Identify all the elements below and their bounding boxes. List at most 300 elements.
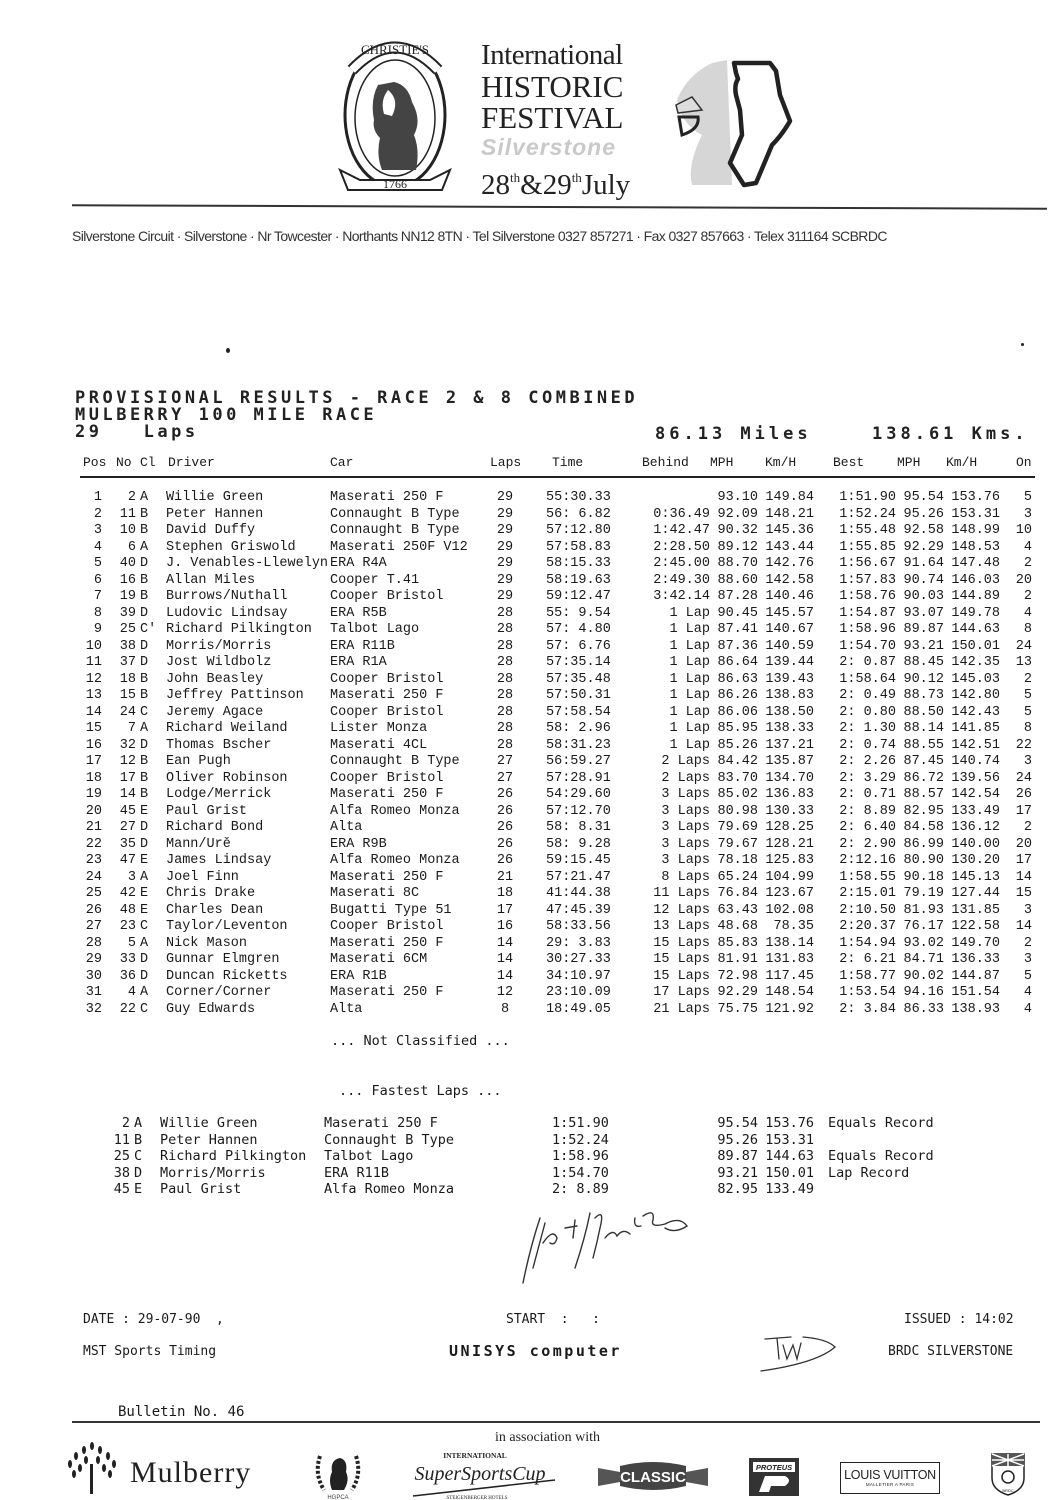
cell-no: 11 — [119, 506, 136, 522]
cell-best-mph: 88.45 — [903, 655, 944, 670]
fastest-cell-no: 25 — [113, 1148, 130, 1165]
cell-on: 2 — [1023, 556, 1032, 571]
cell-on: 13 — [1015, 655, 1032, 670]
sponsor-proteus-name: PROTEUS — [755, 1463, 793, 1472]
cell-cl: B — [140, 506, 149, 522]
festival-title — [481, 40, 630, 202]
result-row — [80, 936, 1040, 953]
fastest-cell-time: 1:58.96 — [552, 1148, 609, 1165]
result-row — [80, 754, 1040, 771]
cell-no: 24 — [119, 704, 136, 720]
cell-cl: A — [140, 539, 149, 555]
cell-mph: 48.68 — [717, 919, 758, 934]
cell-best: 2: 3.29 — [839, 770, 896, 786]
cell-on: 3 — [1023, 506, 1032, 522]
cell-behind: 15 Laps — [653, 952, 710, 967]
race-laps: 29 Laps — [75, 422, 199, 442]
cell-car: Cooper Bristol — [330, 919, 444, 934]
handwritten-initials — [757, 1333, 847, 1373]
cell-mph: 78.18 — [717, 853, 758, 868]
cell-laps: 28 — [496, 655, 514, 670]
cell-best-mph: 84.58 — [903, 820, 944, 835]
organizer: BRDC SILVERSTONE — [888, 1344, 1014, 1359]
cell-driver: David Duffy — [166, 523, 256, 538]
fastest-cell-time: 1:54.70 — [552, 1164, 609, 1181]
christies-crest-logo — [330, 30, 460, 200]
cell-time: 57:58.54 — [546, 704, 611, 720]
cell-best-mph: 88.57 — [903, 787, 944, 802]
cell-pos: 4 — [93, 539, 102, 555]
cell-cl: A — [140, 490, 149, 505]
cell-on: 4 — [1023, 539, 1032, 555]
cell-pos: 26 — [85, 902, 102, 918]
cell-car: Alfa Romeo Monza — [330, 853, 460, 868]
tree-icon — [62, 1440, 122, 1496]
cell-no: 40 — [119, 556, 136, 571]
cell-car: Maserati 8C — [330, 886, 420, 901]
cell-best-mph: 79.19 — [903, 886, 944, 901]
cell-pos: 8 — [93, 605, 102, 621]
cell-cl: B — [140, 787, 149, 802]
cell-pos: 5 — [93, 556, 102, 571]
cell-driver: Ean Pugh — [166, 754, 231, 769]
cell-on: 15 — [1015, 886, 1032, 901]
cell-best-kmh: 148.53 — [951, 539, 1000, 555]
fastest-cell-driver: Richard Pilkington — [160, 1148, 307, 1165]
cell-kmh: 104.99 — [765, 869, 814, 885]
cell-behind: 1 Lap — [669, 688, 710, 703]
cell-kmh: 78.35 — [773, 919, 814, 934]
cell-best-kmh: 131.85 — [951, 902, 1000, 918]
cell-no: 3 — [127, 869, 136, 885]
sponsor-supersportscup — [405, 1450, 560, 1500]
cell-best-mph: 76.17 — [903, 919, 944, 934]
festival-line-festival: FESTIVAL — [481, 100, 624, 135]
cell-kmh: 135.87 — [765, 754, 814, 769]
race-name: MULBERRY 100 MILE RACE — [75, 405, 378, 425]
cell-cl: D — [140, 605, 149, 621]
cell-on: 3 — [1023, 754, 1032, 769]
cell-best: 2: 0.80 — [839, 704, 896, 720]
cell-car: ERA R4A — [330, 556, 387, 571]
cell-driver: James Lindsay — [166, 853, 272, 868]
cell-time: 57:28.91 — [546, 770, 611, 786]
fastest-lap-row — [80, 1165, 980, 1182]
fastest-lap-row — [80, 1132, 980, 1149]
cell-cl: C' — [140, 622, 157, 637]
cell-best: 2:20.37 — [839, 919, 896, 934]
cell-best: 1:58.76 — [839, 589, 896, 604]
cell-on: 2 — [1023, 935, 1032, 951]
cell-best-mph: 95.54 — [903, 490, 944, 505]
result-row — [80, 721, 1040, 738]
cell-car: ERA R11B — [330, 638, 395, 654]
cell-kmh: 142.58 — [765, 572, 814, 588]
cell-cl: A — [140, 985, 149, 1000]
results-body — [80, 490, 1040, 1018]
cell-kmh: 149.84 — [765, 490, 814, 505]
cell-laps: 26 — [496, 836, 514, 852]
cell-best-kmh: 142.80 — [951, 688, 1000, 703]
cell-driver: Mann/Urě — [166, 836, 231, 852]
cell-laps: 8 — [500, 1001, 510, 1017]
cell-driver: Jeremy Agace — [166, 704, 264, 720]
cell-driver: Morris/Morris — [166, 638, 272, 654]
cell-car: Connaught B Type — [330, 523, 460, 538]
cell-time: 29: 3.83 — [546, 935, 611, 951]
issued-time: ISSUED : 14:02 — [904, 1312, 1014, 1327]
cell-best-kmh: 136.33 — [951, 952, 1000, 967]
cell-kmh: 140.46 — [765, 589, 814, 604]
cell-best: 1:58.55 — [839, 869, 896, 885]
cell-behind: 15 Laps — [653, 968, 710, 984]
not-classified-label: ... Not Classified ... — [331, 1033, 510, 1049]
cell-no: 16 — [119, 572, 136, 588]
cell-best-mph: 92.58 — [903, 523, 944, 538]
cell-best-mph: 88.50 — [903, 704, 944, 720]
cell-time: 56:59.27 — [546, 754, 611, 769]
timing-provider: MST Sports Timing — [83, 1344, 217, 1359]
cell-behind: 1 Lap — [669, 605, 710, 621]
cell-best: 2: 2.90 — [839, 836, 896, 852]
cell-kmh: 140.67 — [765, 622, 814, 637]
cell-car: Cooper Bristol — [330, 589, 444, 604]
cell-best: 1:54.70 — [839, 638, 896, 654]
cell-pos: 19 — [85, 787, 102, 802]
cell-car: Maserati 4CL — [330, 737, 428, 753]
cell-behind: 1 Lap — [669, 671, 710, 687]
cell-driver: Jeffrey Pattinson — [166, 688, 304, 703]
cell-best-mph: 93.02 — [903, 935, 944, 951]
result-row — [80, 771, 1040, 788]
fastest-cell-driver: Willie Green — [160, 1115, 258, 1131]
cell-pos: 12 — [85, 671, 102, 687]
cell-mph: 92.29 — [717, 985, 758, 1000]
cell-cl: D — [140, 655, 149, 670]
cell-time: 18:49.05 — [546, 1001, 611, 1017]
col-time: Time — [552, 455, 584, 470]
cell-mph: 85.95 — [717, 721, 758, 736]
cell-on: 2 — [1023, 671, 1032, 687]
cell-time: 47:45.39 — [546, 902, 611, 918]
cell-best-mph: 94.16 — [903, 985, 944, 1000]
cell-no: 6 — [127, 539, 136, 555]
cell-car: Maserati 250 F — [330, 490, 444, 505]
cell-behind: 0:36.49 — [653, 506, 710, 522]
cell-laps: 29 — [496, 589, 514, 604]
cell-laps: 28 — [496, 638, 514, 654]
cell-best: 1:52.24 — [839, 506, 896, 522]
cell-best-mph: 84.71 — [903, 952, 944, 967]
cell-behind: 3 Laps — [661, 803, 710, 819]
result-row — [80, 969, 1040, 986]
cell-no: 32 — [119, 737, 136, 753]
cell-best-mph: 90.74 — [903, 572, 944, 588]
cell-no: 17 — [119, 770, 136, 786]
cell-cl: D — [140, 556, 149, 571]
cell-best-kmh: 153.31 — [951, 506, 1000, 522]
cell-laps: 14 — [496, 952, 514, 967]
cell-mph: 75.75 — [717, 1001, 758, 1017]
cell-time: 58:19.63 — [546, 572, 611, 588]
cell-cl: B — [140, 523, 149, 538]
cell-mph: 83.70 — [717, 770, 758, 786]
cell-kmh: 123.67 — [765, 886, 814, 901]
cell-laps: 29 — [496, 556, 514, 571]
print-speck — [226, 348, 230, 353]
cell-no: 27 — [119, 820, 136, 835]
festival-line-historic: HISTORIC — [481, 69, 624, 104]
cell-driver: J. Venables-Llewelyn — [166, 556, 329, 571]
fastest-cell-kmh: 153.31 — [765, 1131, 814, 1148]
result-row — [80, 804, 1040, 821]
result-row — [80, 672, 1040, 689]
cell-cl: C — [140, 1001, 149, 1017]
cell-time: 56: 6.82 — [546, 506, 611, 522]
cell-car: Bugatti Type 51 — [330, 902, 452, 918]
cell-mph: 79.69 — [717, 820, 758, 835]
cell-no: 10 — [119, 523, 136, 538]
cell-pos: 32 — [85, 1001, 102, 1017]
cell-best-kmh: 146.03 — [951, 572, 1000, 588]
cell-pos: 23 — [85, 853, 102, 868]
sponsor-supersports-top: INTERNATIONAL — [443, 1451, 507, 1460]
cell-pos: 21 — [85, 820, 102, 835]
fastest-laps-table — [80, 1115, 980, 1198]
cell-car: Alta — [330, 1001, 363, 1017]
cell-on: 3 — [1023, 902, 1032, 918]
cell-kmh: 140.59 — [765, 638, 814, 654]
silverstone-circuit-logo — [672, 55, 822, 190]
cell-driver: Chris Drake — [166, 886, 256, 901]
cell-best-kmh: 142.43 — [951, 704, 1000, 720]
result-row — [80, 985, 1040, 1002]
cell-kmh: 139.44 — [765, 655, 814, 670]
cell-pos: 28 — [85, 935, 102, 951]
winged-badge-icon — [598, 1460, 708, 1492]
report-title: PROVISIONAL RESULTS - RACE 2 & 8 COMBINED — [75, 388, 639, 408]
cell-driver: Oliver Robinson — [166, 770, 288, 786]
cell-car: Cooper Bristol — [330, 770, 444, 786]
cell-best: 1:51.90 — [839, 490, 896, 505]
cell-cl: D — [140, 968, 149, 984]
cell-time: 58:15.33 — [546, 556, 611, 571]
cell-cl: D — [140, 638, 149, 654]
cell-cl: B — [140, 688, 149, 703]
cell-no: 37 — [119, 655, 136, 670]
cell-best-mph: 90.18 — [903, 869, 944, 885]
fastest-cell-note: Lap Record — [828, 1164, 910, 1181]
cell-kmh: 128.21 — [765, 836, 814, 852]
cell-best: 2: 6.40 — [839, 820, 896, 835]
cell-driver: John Beasley — [166, 671, 264, 687]
sponsor-mulberry-name: Mulberry — [130, 1456, 252, 1489]
cell-kmh: 137.21 — [765, 737, 814, 753]
cell-mph: 87.41 — [717, 622, 758, 637]
fastest-cell-driver: Morris/Morris — [160, 1164, 266, 1181]
cell-pos: 2 — [93, 506, 102, 522]
cell-best-kmh: 145.13 — [951, 869, 1000, 885]
date-amp: & — [520, 169, 543, 201]
cell-driver: Duncan Ricketts — [166, 968, 288, 984]
cell-no: 7 — [127, 721, 136, 736]
cell-car: Maserati 250F V12 — [330, 539, 468, 555]
cell-car: Maserati 250 F — [330, 935, 444, 951]
cell-best-mph: 81.93 — [903, 902, 944, 918]
cell-time: 58: 8.31 — [546, 820, 611, 835]
cell-car: ERA R9B — [330, 836, 387, 852]
cell-pos: 27 — [85, 919, 102, 934]
cell-behind: 13 Laps — [653, 919, 710, 934]
col-kmh: Km/H — [765, 455, 797, 470]
cell-laps: 26 — [496, 803, 514, 819]
cell-best-kmh: 144.87 — [951, 968, 1000, 984]
col-best-mph: MPH — [897, 455, 921, 470]
cell-mph: 90.32 — [717, 523, 758, 538]
cell-pos: 18 — [85, 770, 102, 786]
cell-behind: 3 Laps — [661, 836, 710, 852]
sponsor-brdc-name: BRDC — [1002, 1488, 1014, 1493]
cell-car: Connaught B Type — [330, 754, 460, 769]
cell-cl: B — [140, 770, 149, 786]
cell-behind: 3 Laps — [661, 853, 710, 868]
cell-driver: Jost Wildbolz — [166, 655, 272, 670]
cell-on: 17 — [1015, 803, 1032, 819]
cell-car: Talbot Lago — [330, 622, 420, 637]
cell-on: 4 — [1023, 1001, 1032, 1017]
result-row — [80, 705, 1040, 722]
cell-laps: 28 — [496, 721, 514, 736]
cell-time: 58:31.23 — [546, 737, 611, 753]
cell-mph: 86.64 — [717, 655, 758, 670]
cell-driver: Nick Mason — [166, 935, 248, 951]
fastest-cell-no: 2 — [121, 1115, 130, 1131]
fastest-lap-row — [80, 1115, 980, 1132]
fastest-cell-note: Equals Record — [828, 1148, 934, 1165]
cell-behind: 1 Lap — [669, 704, 710, 720]
fastest-cell-car: Connaught B Type — [324, 1131, 455, 1148]
cell-best: 1:58.96 — [839, 622, 896, 637]
cell-time: 57:50.31 — [546, 688, 611, 703]
fastest-cell-car: Talbot Lago — [324, 1148, 414, 1165]
cell-best-mph: 86.99 — [903, 836, 944, 852]
cell-mph: 88.60 — [717, 572, 758, 588]
cell-mph: 85.02 — [717, 787, 758, 802]
date-day1: 28 — [481, 169, 510, 201]
cell-mph: 85.26 — [717, 737, 758, 753]
cell-mph: 86.06 — [717, 704, 758, 720]
cell-behind: 17 Laps — [653, 985, 710, 1000]
cell-time: 55: 9.54 — [546, 605, 611, 621]
result-row — [80, 886, 1040, 903]
cell-laps: 28 — [496, 704, 514, 720]
fastest-lap-row — [80, 1181, 980, 1198]
cell-best-kmh: 130.20 — [951, 853, 1000, 868]
cell-kmh: 138.33 — [765, 721, 814, 736]
cell-best-mph: 88.14 — [903, 721, 944, 736]
result-row — [80, 639, 1040, 656]
footer-divider — [72, 1421, 1040, 1423]
cell-on: 10 — [1015, 523, 1032, 538]
cell-cl: D — [140, 737, 149, 753]
sponsor-classic-name: CLASSIC — [620, 1469, 686, 1486]
cell-best-kmh: 144.89 — [951, 589, 1000, 604]
results-header-row — [80, 455, 1040, 475]
cell-time: 58: 9.28 — [546, 836, 611, 852]
cell-no: 48 — [119, 902, 136, 918]
cell-driver: Gunnar Elmgren — [166, 952, 280, 967]
cell-time: 57:35.48 — [546, 671, 611, 687]
cell-pos: 25 — [85, 886, 102, 901]
cell-car: Maserati 250 F — [330, 787, 444, 802]
cell-best-kmh: 139.56 — [951, 770, 1000, 786]
cell-best-mph: 88.73 — [903, 688, 944, 703]
cell-on: 5 — [1023, 968, 1032, 984]
cell-car: Maserati 250 F — [330, 985, 444, 1000]
cell-pos: 1 — [93, 490, 102, 505]
cell-mph: 76.84 — [717, 886, 758, 901]
cell-best: 1:56.67 — [839, 556, 896, 571]
cell-time: 58:33.56 — [546, 919, 611, 934]
cell-laps: 28 — [496, 605, 514, 621]
cell-no: 42 — [119, 886, 136, 901]
header-underline — [80, 476, 1035, 478]
cell-on: 5 — [1023, 688, 1032, 703]
result-row — [80, 853, 1040, 870]
shield-crest-icon — [990, 1452, 1026, 1496]
cell-time: 54:29.60 — [546, 787, 611, 802]
cell-behind: 2 Laps — [661, 754, 710, 769]
cell-on: 22 — [1015, 737, 1032, 753]
cell-cl: C — [140, 919, 149, 934]
cell-laps: 27 — [496, 770, 514, 786]
cell-best-kmh: 127.44 — [951, 886, 1000, 901]
cell-behind: 2:28.50 — [653, 539, 710, 555]
cell-car: Alta — [330, 820, 363, 835]
cell-laps: 29 — [496, 490, 514, 505]
cell-on: 2 — [1023, 820, 1032, 835]
cell-driver: Ludovic Lindsay — [166, 605, 288, 621]
distance-miles: 86.13 Miles — [655, 424, 812, 444]
crest-name: CHRISTIE'S — [360, 42, 430, 57]
result-row — [80, 573, 1040, 590]
festival-venue: Silverstone — [481, 134, 616, 160]
cell-mph: 79.67 — [717, 836, 758, 852]
cell-driver: Stephen Griswold — [166, 539, 296, 555]
cell-best: 1:58.64 — [839, 671, 896, 687]
cell-cl: E — [140, 886, 149, 901]
cell-pos: 20 — [85, 803, 102, 819]
result-row — [80, 1002, 1040, 1019]
cell-cl: D — [140, 836, 149, 852]
cell-laps: 14 — [496, 968, 514, 984]
handwritten-signature — [505, 1198, 765, 1288]
proteus-p-icon — [749, 1458, 799, 1496]
result-row — [80, 622, 1040, 639]
print-speck — [1021, 343, 1024, 346]
fastest-cell-mph: 95.26 — [717, 1131, 758, 1148]
cell-no: 22 — [119, 1001, 136, 1017]
fastest-cell-time: 1:51.90 — [552, 1115, 609, 1131]
cell-car: Cooper T.41 — [330, 572, 420, 588]
col-car: Car — [330, 455, 354, 470]
cell-time: 58: 2.96 — [546, 721, 611, 736]
cell-best: 2: 8.89 — [839, 803, 896, 819]
cell-time: 57: 6.76 — [546, 638, 611, 654]
cell-best-kmh: 148.99 — [951, 523, 1000, 538]
cell-best-kmh: 153.76 — [951, 490, 1000, 505]
cell-kmh: 136.83 — [765, 787, 814, 802]
